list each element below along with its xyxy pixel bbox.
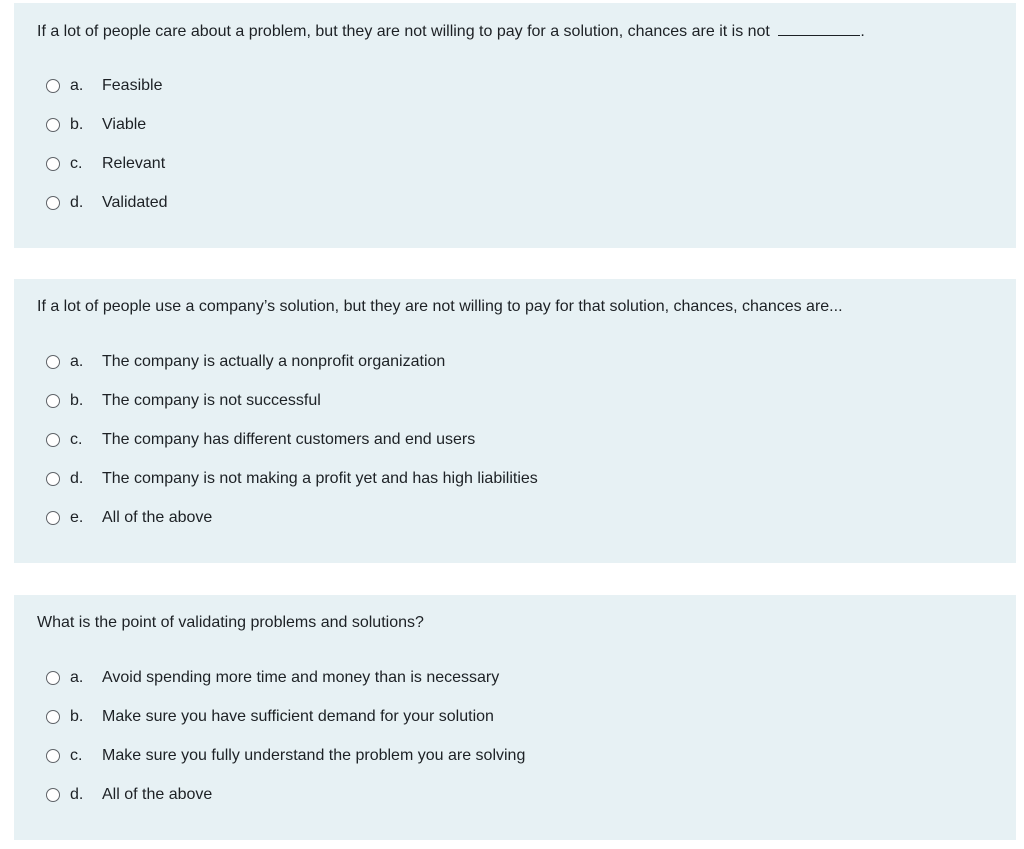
answer-label[interactable]: All of the above xyxy=(102,509,213,526)
radio-button[interactable] xyxy=(46,157,60,171)
radio-button[interactable] xyxy=(46,196,60,210)
answer-option-a[interactable] xyxy=(46,668,525,707)
answer-letter: d. xyxy=(70,194,84,211)
answer-label[interactable]: Make sure you fully understand the problem you are solving xyxy=(102,747,526,764)
question-card-2 xyxy=(14,279,1016,563)
answer-option-c[interactable] xyxy=(46,154,168,193)
answer-label[interactable]: The company is not successful xyxy=(102,392,321,409)
radio-button[interactable] xyxy=(46,394,60,408)
answer-letter: c. xyxy=(70,155,83,172)
question-text xyxy=(37,21,865,42)
answer-option-a[interactable] xyxy=(46,352,538,391)
radio-button[interactable] xyxy=(46,749,60,763)
answer-option-b[interactable] xyxy=(46,391,538,430)
radio-button[interactable] xyxy=(46,79,60,93)
answer-label[interactable]: Viable xyxy=(102,116,147,133)
answer-label[interactable]: The company is not making a profit yet and has high liabilities xyxy=(102,470,538,487)
answer-letter: a. xyxy=(70,77,84,94)
answer-label[interactable]: Relevant xyxy=(102,155,166,172)
answer-letter: d. xyxy=(70,470,84,487)
answer-option-a[interactable] xyxy=(46,76,168,115)
answer-letter: b. xyxy=(70,708,84,725)
answer-option-c[interactable] xyxy=(46,746,525,785)
question-card-1 xyxy=(14,3,1016,248)
radio-button[interactable] xyxy=(46,433,60,447)
answer-label[interactable]: Make sure you have sufficient demand for your solution xyxy=(102,708,494,725)
radio-button[interactable] xyxy=(46,118,60,132)
radio-button[interactable] xyxy=(46,355,60,369)
answer-letter: c. xyxy=(70,431,83,448)
answer-letter: d. xyxy=(70,786,84,803)
radio-button[interactable] xyxy=(46,472,60,486)
question-card-3 xyxy=(14,595,1016,840)
answer-option-d[interactable] xyxy=(46,785,525,824)
question-prompt: If a lot of people care about a problem, but they are not willing to pay for a solution, chances are it is not xyxy=(37,23,770,40)
answer-letter: a. xyxy=(70,669,84,686)
radio-button[interactable] xyxy=(46,788,60,802)
answer-option-b[interactable] xyxy=(46,707,525,746)
answer-label[interactable]: The company is actually a nonprofit organization xyxy=(102,353,446,370)
answer-option-d[interactable] xyxy=(46,469,538,508)
answer-list xyxy=(46,668,525,824)
answer-list xyxy=(46,352,538,547)
answer-list xyxy=(46,76,168,232)
answer-option-d[interactable] xyxy=(46,193,168,232)
answer-label[interactable]: Feasible xyxy=(102,77,163,94)
question-text: What is the point of validating problems and solutions? xyxy=(37,614,424,631)
answer-letter: e. xyxy=(70,509,84,526)
answer-label[interactable]: The company has different customers and end users xyxy=(102,431,476,448)
answer-label[interactable]: All of the above xyxy=(102,786,213,803)
answer-letter: c. xyxy=(70,747,83,764)
question-punctuation: . xyxy=(860,23,865,40)
answer-letter: b. xyxy=(70,392,84,409)
answer-option-b[interactable] xyxy=(46,115,168,154)
answer-letter: b. xyxy=(70,116,84,133)
answer-label[interactable]: Avoid spending more time and money than is necessary xyxy=(102,669,500,686)
answer-label[interactable]: Validated xyxy=(102,194,168,211)
answer-blank xyxy=(778,21,860,36)
radio-button[interactable] xyxy=(46,511,60,525)
answer-letter: a. xyxy=(70,353,84,370)
radio-button[interactable] xyxy=(46,671,60,685)
answer-option-c[interactable] xyxy=(46,430,538,469)
question-text: If a lot of people use a company’s solution, but they are not willing to pay for that solution, chances, chances are... xyxy=(37,298,843,315)
answer-option-e[interactable] xyxy=(46,508,538,547)
radio-button[interactable] xyxy=(46,710,60,724)
